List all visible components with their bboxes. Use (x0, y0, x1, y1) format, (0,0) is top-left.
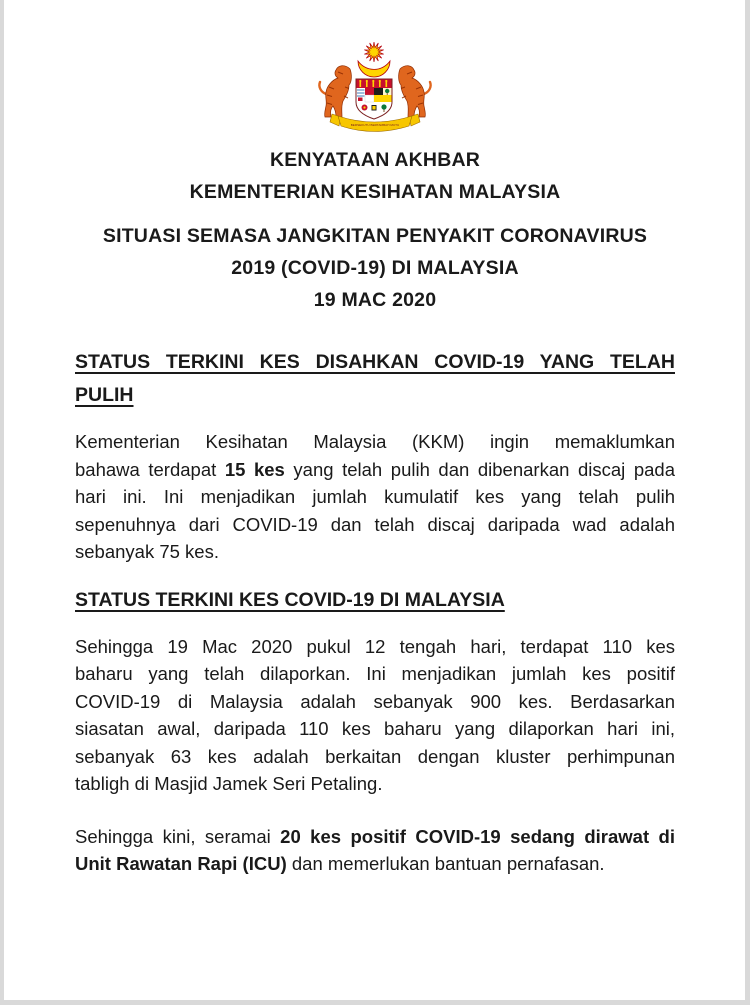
body-paragraph (75, 633, 675, 798)
text-line (75, 346, 675, 379)
document-title-line-2: 2019 (COVID-19) DI MALAYSIA (231, 257, 519, 279)
crest-container (75, 38, 675, 134)
body-paragraph (75, 823, 675, 878)
text-line (75, 428, 675, 456)
document-title-line-1: SITUASI SEMASA JANGKITAN PENYAKIT CORONAVIRUS (102, 225, 648, 247)
text: yang telah pulih dan dibenarkan discaj pada (284, 458, 675, 480)
motto-text: BERSEKUTU BERTAMBAH MUTU (350, 123, 400, 127)
bold-text: Unit Rawatan Rapi (ICU) (75, 853, 287, 874)
text-line (75, 584, 675, 617)
document-date: 19 MAC 2020 (313, 289, 437, 311)
text: dan memerlukan bantuan pernafasan. (286, 853, 605, 874)
section-heading (75, 584, 675, 617)
bold-text: 20 kes positif COVID-19 sedang dirawat di (280, 825, 675, 847)
bold-text: PULIH (75, 384, 134, 406)
malaysia-coat-of-arms (314, 38, 436, 134)
document-body (75, 346, 675, 878)
text-line (75, 743, 675, 771)
text: sepenuhnya dari COVID-19 dan telah discaj daripada wad adalah (75, 513, 675, 535)
section-heading (75, 346, 675, 412)
photo-edge-bottom (0, 1000, 750, 1005)
text: bahawa terdapat (75, 458, 225, 480)
text: hari ini. Ini menjadikan jumlah kumulatif kes yang telah pulih (75, 486, 675, 507)
text-line (75, 660, 675, 688)
text-line (75, 823, 675, 851)
tiger-right-icon (399, 66, 431, 117)
text: baharu yang telah dilaporkan. Ini menjadikan jumlah kes positif (75, 663, 675, 684)
text: Kementerian Kesihatan Malaysia (KKM) ingin memaklumkan (75, 431, 675, 452)
text-line (75, 379, 675, 412)
body-paragraph (75, 428, 675, 566)
press-statement-label: KENYATAAN AKHBAR (269, 149, 481, 171)
text: Sehingga 19 Mac 2020 pukul 12 tengah hari, terdapat 110 kes (75, 635, 675, 657)
text-line (75, 850, 675, 878)
text: siasatan awal, daripada 110 kes baharu yang dilaporkan hari ini, (75, 718, 675, 739)
text-line (75, 511, 675, 539)
text: tabligh di Masjid Jamek Seri Petaling. (75, 773, 383, 794)
text: sebanyak 63 kes adalah berkaitan dengan kluster perhimpunan (75, 745, 675, 767)
document-title (75, 220, 675, 316)
text-line (75, 770, 675, 798)
crest-shield (356, 79, 392, 119)
text-line (75, 538, 675, 566)
text-line (75, 633, 675, 661)
ministry-name: KEMENTERIAN KESIHATAN MALAYSIA (189, 181, 561, 203)
text: sebanyak 75 kes. (75, 541, 219, 562)
bold-text: STATUS TERKINI KES COVID-19 DI MALAYSIA (75, 588, 505, 611)
star-and-crescent-icon (358, 42, 390, 77)
press-statement-header (75, 144, 675, 208)
text-line (75, 715, 675, 743)
bold-text: STATUS TERKINI KES DISAHKAN COVID-19 YANG TELAH (75, 351, 675, 373)
tiger-left-icon (319, 66, 351, 117)
text: COVID-19 di Malaysia adalah sebanyak 900 kes. Berdasarkan (75, 690, 675, 712)
photo-edge-right (745, 0, 750, 1005)
text-line (75, 483, 675, 511)
photo-edge-left (0, 0, 4, 1005)
bold-text: 15 kes (224, 458, 285, 480)
text-line (75, 456, 675, 484)
text-line (75, 688, 675, 716)
text: Sehingga kini, seramai (75, 825, 281, 847)
